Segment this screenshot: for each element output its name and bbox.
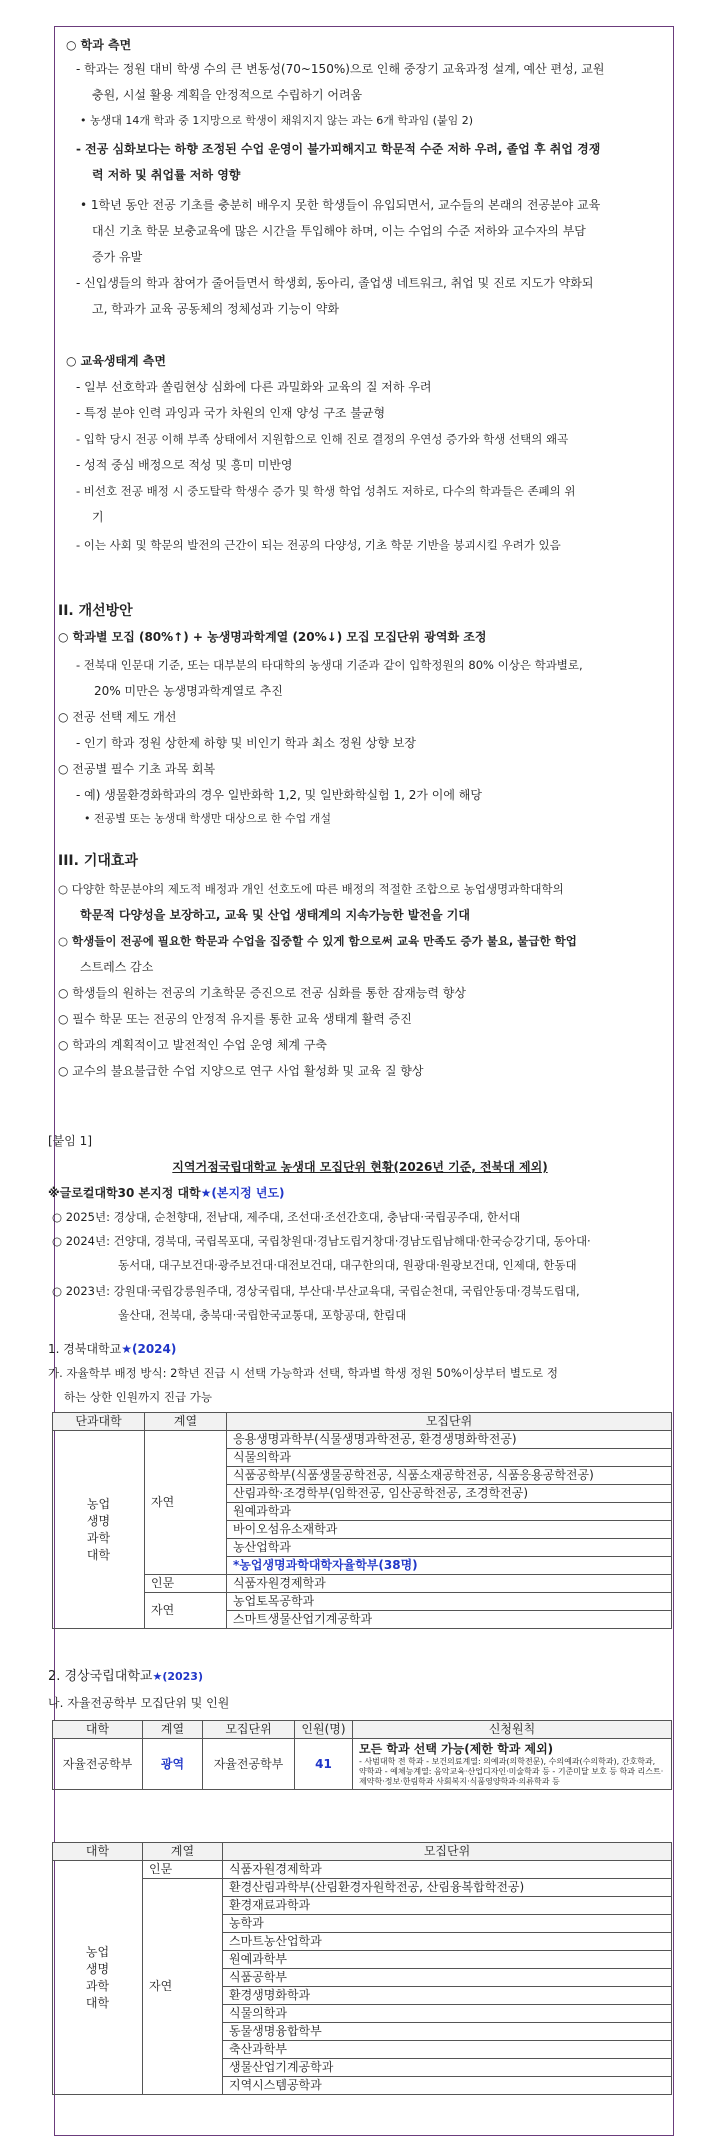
group-cell: 인문: [145, 1575, 227, 1593]
text-line: • 전공별 또는 농생대 학생만 대상으로 한 수업 개설: [84, 812, 331, 825]
text-line: 력 저하 및 취업률 저하 영향: [92, 168, 241, 182]
unit-cell-highlight: *농업생명과학대학자율학부(38명): [227, 1557, 672, 1575]
text-line: ○ 전공 선택 제도 개선: [58, 710, 177, 724]
text-line: 울산대, 전북대, 충북대·국립한국교통대, 포항공대, 한림대: [118, 1308, 407, 1322]
unit-cell: 농학과: [223, 1915, 672, 1933]
text-line: ○ 전공별 필수 기초 과목 회복: [58, 762, 216, 776]
principle-text: 모든 학과 선택 가능(제한 학과 제외): [359, 1742, 554, 1756]
text-line: 학문적 다양성을 보장하고, 교육 및 산업 생태계의 지속가능한 발전을 기대: [80, 908, 470, 922]
unit-cell: 식품자원경제학과: [227, 1575, 672, 1593]
unit-cell: 환경산림과학부(산림환경자원학전공, 산림융복합학전공): [223, 1879, 672, 1897]
text-line: 하는 상한 인원까지 진급 가능: [64, 1390, 212, 1404]
cell: 자율전공학부: [203, 1739, 295, 1790]
text-line: - 입학 당시 전공 이해 부족 상태에서 지원함으로 인해 진로 결정의 우연성 증가와 학생 선택의 왜곡: [76, 432, 569, 446]
group-cell: 자연: [145, 1593, 227, 1629]
section-heading-ecosystem: ○ 교육생태계 측면: [66, 354, 166, 368]
text-line: 충원, 시설 활용 계획을 안정적으로 수립하기 어려움: [92, 88, 363, 102]
text-line: ○ 필수 학문 또는 전공의 안정적 유지를 통한 교육 생태계 활력 증진: [58, 1012, 412, 1026]
gnu-quota-table: [52, 1720, 672, 1790]
unit-cell: 동물생명융합학부: [223, 2023, 672, 2041]
gnu-heading: [48, 1666, 203, 1688]
text-line: - 비선호 전공 배정 시 중도탈락 학생수 증가 및 학생 학업 성취도 저하로, 다수의 학과들은 존폐의 위: [76, 484, 576, 498]
unit-cell: 원예과학부: [223, 1951, 672, 1969]
text-line: - 신입생들의 학과 참여가 줄어들면서 학생회, 동아리, 졸업생 네트워크, 취업 및 진로 지도가 약화되: [76, 276, 594, 290]
attachment-title: 지역거점국립대학교 농생대 모집단위 현황(2026년 기준, 전북대 제외): [172, 1160, 548, 1174]
principle-note: - 사범대학 전 학과 - 보건의료계열: 의예과(의학전문), 수의예과(수의학과), 간호학과, 약학과 - 예체능계열: 음악교육·산업디자인·미술학과 등 - 기준미달 보호 등 학과 리스트·제약학·정보·한림학과 사회복지·식품영양학과·의류학과 등: [359, 1757, 664, 1786]
college-cell: 농업 생명 과학 대학: [53, 1861, 143, 2095]
text-line: ○ 학생들의 원하는 전공의 기초학문 증진으로 전공 심화를 통한 잠재능력 향상: [58, 986, 466, 1000]
text-line: - 특정 분야 인력 과잉과 국가 차원의 인재 양성 구조 불균형: [76, 406, 386, 420]
principle-cell: [353, 1739, 672, 1790]
text-line: ○ 2025년: 경상대, 순천향대, 전남대, 제주대, 조선대·조선간호대, 충남대·국립공주대, 한서대: [52, 1210, 521, 1224]
gnu-year: ★(2023): [152, 1670, 203, 1683]
col-header: 모집단위: [203, 1721, 295, 1739]
unit-cell: 식품자원경제학과: [223, 1861, 672, 1879]
section-heading-dept: ○ 학과 측면: [66, 38, 132, 52]
text-line: 가. 자율학부 배정 방식: 2학년 진급 시 선택 가능학과 선택, 학과별 학생 정원 50%이상부터 별도로 정: [48, 1366, 558, 1380]
cell: 41: [295, 1739, 353, 1790]
unit-cell: 식품공학부: [223, 1969, 672, 1987]
text-line: ○ 2023년: 강원대·국립강릉원주대, 경상국립대, 부산대·부산교육대, 국립순천대, 국립안동대·경북도립대,: [52, 1284, 580, 1298]
text-line: ○ 2024년: 건양대, 경북대, 국립목포대, 국립창원대·경남도립거창대·경남도립남해대·한국승강기대, 동아대·: [52, 1234, 591, 1248]
text-line: • 농생대 14개 학과 중 1지망으로 학생이 채워지지 않는 과는 6개 학과임 (붙임 2): [80, 114, 474, 127]
section-heading-improvement: II. 개선방안: [58, 603, 133, 619]
text-line: - 이는 사회 및 학문의 발전의 근간이 되는 전공의 다양성, 기초 학문 기반을 붕괴시킬 우려가 있음: [76, 538, 561, 552]
unit-cell: 지역시스템공학과: [223, 2077, 672, 2095]
text-line: - 성적 중심 배정으로 적성 및 흥미 미반영: [76, 458, 293, 472]
unit-cell: 농업토목공학과: [227, 1593, 672, 1611]
unit-cell: 식품공학부(식품생물공학전공, 식품소재공학전공, 식품응용공학전공): [227, 1467, 672, 1485]
text-line: 동서대, 대구보건대·광주보건대·대전보건대, 대구한의대, 원광대·원광보건대, 인제대, 한동대: [118, 1258, 577, 1272]
col-header: 모집단위: [223, 1843, 672, 1861]
text-line: - 예) 생물환경화학과의 경우 일반화학 1,2, 및 일반화학실험 1, 2가 이에 해당: [76, 788, 482, 802]
group-cell: 자연: [145, 1431, 227, 1575]
unit-cell: 응용생명과학부(식물생명과학전공, 환경생명화학전공): [227, 1431, 672, 1449]
knu-heading: [48, 1338, 176, 1360]
unit-cell: 식물의학과: [223, 2005, 672, 2023]
col-header: 대학: [53, 1721, 143, 1739]
glocal-label: ※글로컬대학30 본지정 대학: [48, 1186, 201, 1200]
col-header: 계열: [143, 1843, 223, 1861]
text-line: 기: [92, 510, 104, 524]
col-header: 신청원칙: [353, 1721, 672, 1739]
unit-cell: 식물의학과: [227, 1449, 672, 1467]
unit-cell: 스마트생물산업기계공학과: [227, 1611, 672, 1629]
gnu-subheading: 나. 자율전공학부 모집단위 및 인원: [48, 1696, 230, 1710]
section-heading-effects: III. 기대효과: [58, 853, 138, 869]
unit-cell: 축산과학부: [223, 2041, 672, 2059]
col-header: 모집단위: [227, 1413, 672, 1431]
col-header: 계열: [143, 1721, 203, 1739]
cell: 광역: [143, 1739, 203, 1790]
text-line: ○ 학과의 계획적이고 발전적인 수업 운영 체계 구축: [58, 1038, 328, 1052]
text-line: ○ 다양한 학문분야의 제도적 배정과 개인 선호도에 따른 배정의 적절한 조합으로 농업생명과학대학의: [58, 882, 564, 896]
gnu-units-table: [52, 1842, 672, 2095]
knu-table: [52, 1412, 672, 1629]
glocal-year-note: ★(본지정 년도): [200, 1186, 285, 1200]
cell: 자율전공학부: [53, 1739, 143, 1790]
group-cell: 인문: [143, 1861, 223, 1879]
text-line: 20% 미만은 농생명과학계열로 추진: [94, 684, 283, 698]
unit-cell: 농산업학과: [227, 1539, 672, 1557]
attachment-tag: [붙임 1]: [48, 1134, 92, 1148]
col-header: 단과대학: [53, 1413, 145, 1431]
unit-cell: 환경생명화학과: [223, 1987, 672, 2005]
text-line: - 전공 심화보다는 하향 조정된 수업 운영이 불가피해지고 학문적 수준 저하 우려, 졸업 후 취업 경쟁: [76, 142, 601, 156]
unit-cell: 바이오섬유소재학과: [227, 1521, 672, 1539]
unit-cell: 생물산업기계공학과: [223, 2059, 672, 2077]
glocal-note: [48, 1182, 285, 1204]
text-line: • 1학년 동안 전공 기초를 충분히 배우지 못한 학생들이 유입되면서, 교수들의 본래의 전공분야 교육: [80, 198, 601, 212]
knu-name: 1. 경북대학교: [48, 1342, 122, 1356]
text-line: ○ 교수의 불요불급한 수업 지양으로 연구 사업 활성화 및 교육 질 향상: [58, 1064, 424, 1078]
unit-cell: 원예과학과: [227, 1503, 672, 1521]
col-header: 계열: [145, 1413, 227, 1431]
knu-year: ★(2024): [121, 1342, 177, 1356]
text-line: - 학과는 정원 대비 학생 수의 큰 변동성(70~150%)으로 인해 중장기 교육과정 설계, 예산 편성, 교원: [76, 62, 605, 76]
gnu-name: 2. 경상국립대학교: [48, 1669, 153, 1684]
unit-cell: 산림과학·조경학부(임학전공, 임산공학전공, 조경학전공): [227, 1485, 672, 1503]
text-line: - 인기 학과 정원 상한제 하향 및 비인기 학과 최소 정원 상향 보장: [76, 736, 416, 750]
text-line: ○ 학생들이 전공에 필요한 학문과 수업을 집중할 수 있게 함으로써 교육 만족도 증가 불요, 불급한 학업: [58, 934, 577, 948]
text-line: 고, 학과가 교육 공동체의 정체성과 기능이 약화: [92, 302, 339, 316]
unit-cell: 환경재료과학과: [223, 1897, 672, 1915]
text-line: - 일부 선호학과 쏠림현상 심화에 다른 과밀화와 교육의 질 저하 우려: [76, 380, 432, 394]
text-line: - 전북대 인문대 기준, 또는 대부분의 타대학의 농생대 기준과 같이 입학정원의 80% 이상은 학과별로,: [76, 658, 583, 672]
text-line: 증가 유발: [92, 250, 143, 264]
unit-cell: 스마트농산업학과: [223, 1933, 672, 1951]
col-header: 대학: [53, 1843, 143, 1861]
col-header: 인원(명): [295, 1721, 353, 1739]
group-cell: 자연: [143, 1879, 223, 2095]
text-line: 대신 기초 학문 보충교육에 많은 시간을 투입해야 하며, 이는 수업의 수준 저하와 교수자의 부담: [92, 224, 586, 238]
text-line: ○ 학과별 모집 (80%↑) + 농생명과학계열 (20%↓) 모집 모집단위 광역화 조정: [58, 630, 487, 644]
college-cell: 농업 생명 과학 대학: [53, 1431, 145, 1629]
text-line: 스트레스 감소: [80, 960, 154, 974]
